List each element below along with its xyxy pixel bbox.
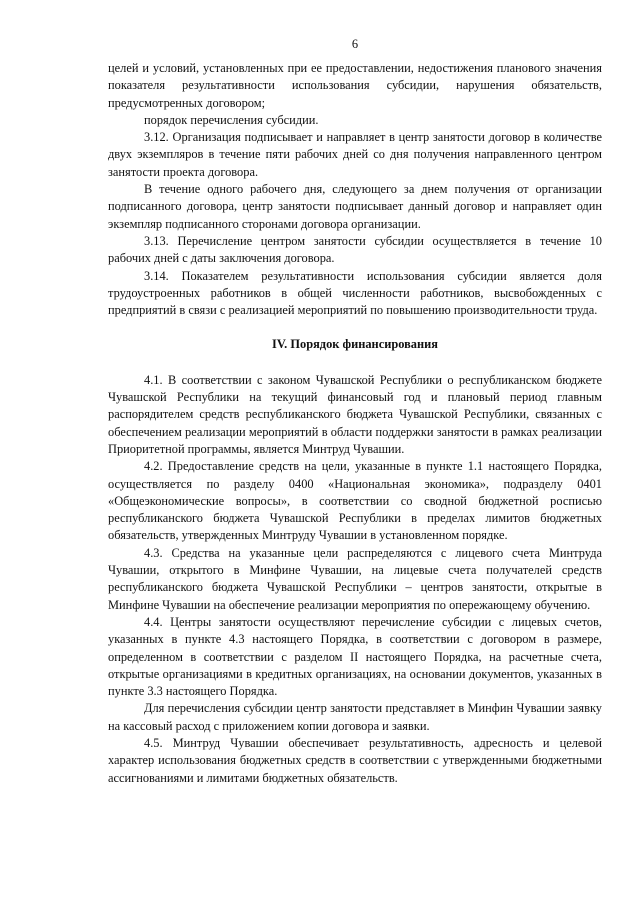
paragraph-4-2: 4.2. Предоставление средств на цели, указанные в пункте 1.1 настоящего Порядка, осуществляется по разделу 0400 «Национальная экономика», подразделу 0401 «Общеэкономические вопросы», в соответствии со сводной бюджетной росписью республиканского бюджета Чувашской Республики в пределах лимитов бюджетных обязательств, утвержденных Минтруду Чувашии в установленном порядке. (108, 459, 602, 543)
paragraph-4-4: 4.4. Центры занятости осуществляют перечисление субсидии с лицевых счетов, указанных в пункте 4.3 настоящего Порядка, в соответствии с договором в размере, определенном в соответствии с разделом II настоящего Порядка, на расчетные счета, открытые организациями в кредитных организациях, на основании документов, указанных в пункте 3.3 настоящего Порядка. (108, 614, 602, 699)
paragraph-4-3: 4.3. Средства на указанные цели распределяются с лицевого счета Минтруда Чувашии, открытого в Минфине Чувашии, на лицевые счета получателей средств республиканского бюджета Чувашской Республики – центров занятости, открытые в Минфине Чувашии на обеспечение реализации мероприятия по опережающему обучению. (108, 545, 602, 612)
section-heading: IV. Порядок финансирования (272, 337, 438, 352)
spacer (108, 354, 602, 372)
paragraph-continuation: целей и условий, установленных при ее предоставлении, недостижения планового значения показателя результативности использования субсидии, нарушения обязательств, предусмотренных договором; (108, 61, 602, 110)
paragraph: Для перечисления субсидии центр занятости представляет в Минфин Чувашии заявку на кассовый расход с приложением копии договора и заявки. (108, 701, 602, 733)
page-number: 6 (351, 37, 359, 51)
paragraph-4-5: 4.5. Минтруд Чувашии обеспечивает результативность, адресность и целевой характер использования бюджетных средств в соответствии с утвержденными бюджетными ассигнованиями и лимитами бюджетных обязательств. (108, 735, 602, 785)
paragraph: порядок перечисления субсидии. (144, 112, 319, 127)
paragraph-3-14: 3.14. Показателем результативности использования субсидии является доля трудоустроенных работников в общей численности работников, высвобожденных с предприятий в связи с реализацией мероприятий по повышению производительности труда. (108, 268, 602, 318)
spacer (108, 319, 602, 336)
paragraph-3-12: 3.12. Организация подписывает и направляет в центр занятости договор в количестве двух экземпляров в течение пяти рабочих дней со дня получения направленного центром занятости проекта договора. (108, 130, 602, 179)
document-page (108, 36, 602, 787)
paragraph: В течение одного рабочего дня, следующего за днем получения от организации подписанного договора, центр занятости подписывает данный договор и направляет один экземпляр подписанного сторонами договора организации. (108, 182, 602, 231)
paragraph-3-13: 3.13. Перечисление центром занятости субсидии осуществляется в течение 10 рабочих дней с даты заключения договора. (108, 233, 602, 266)
paragraph-4-1: 4.1. В соответствии с законом Чувашской Республики о республиканском бюджете Чувашской Республики на текущий финансовый год и плановый период главным распорядителем средств республиканского бюджета Чувашской Республики, связанных с обеспечением реализации мероприятий в области поддержки занятости в рамках реализации Приоритетной программы, является Минтруд Чувашии. (108, 372, 602, 456)
